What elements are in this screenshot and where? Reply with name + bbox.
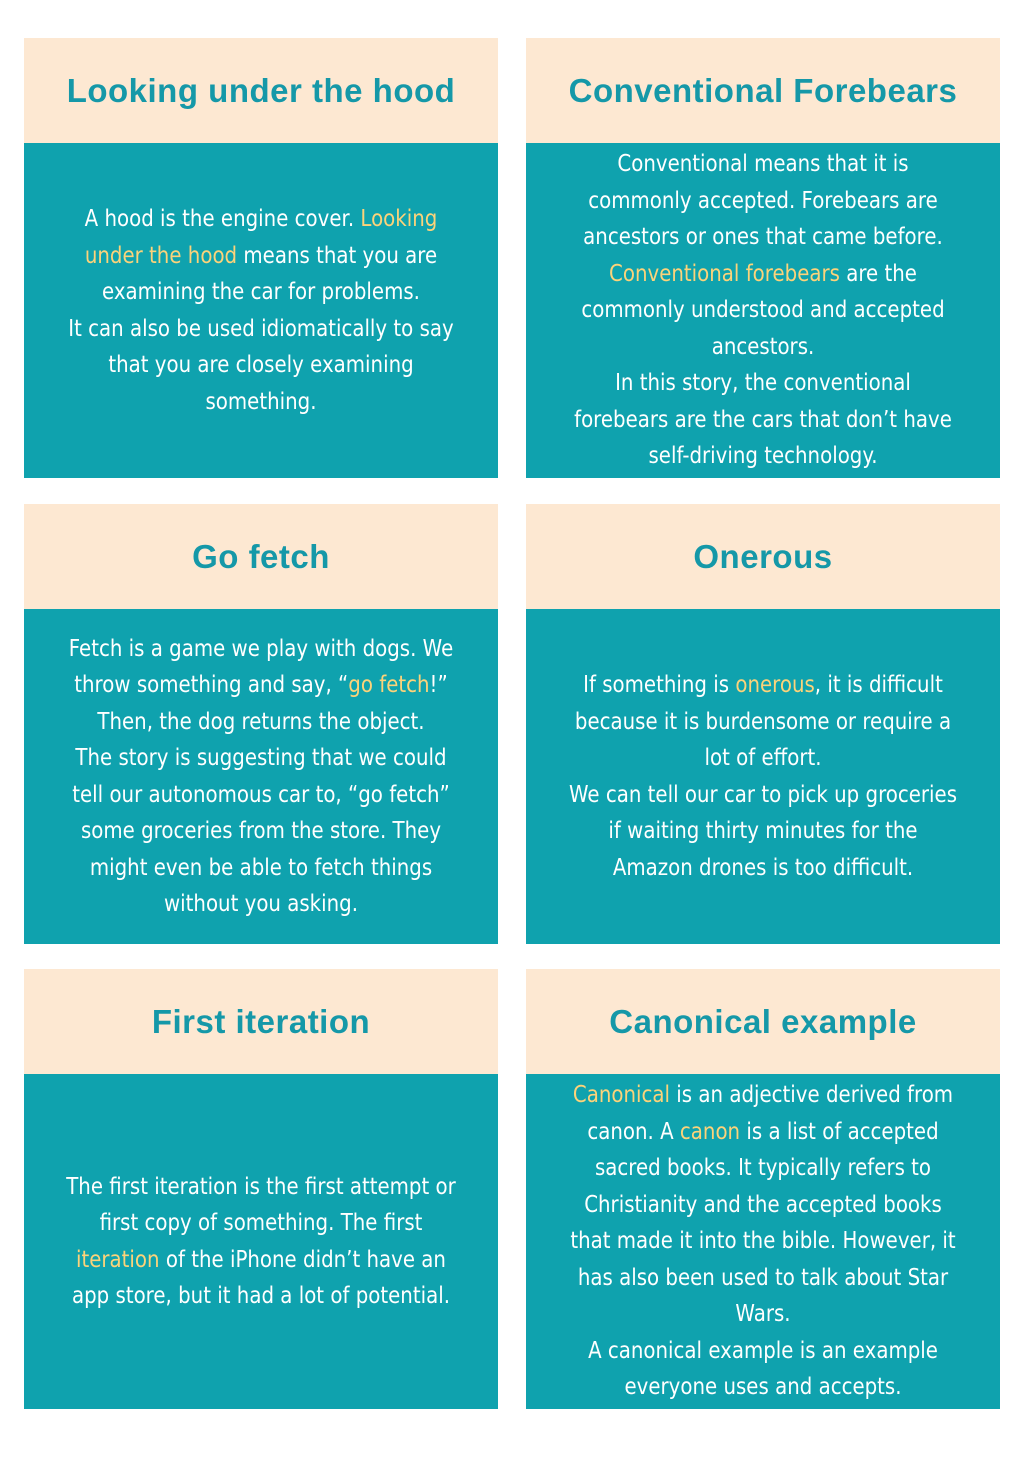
vocab-card-onerous <box>526 504 1000 944</box>
highlighted-term: Looking under the hood <box>84 206 438 269</box>
card-definition <box>66 1169 456 1315</box>
definition-text: The story is suggesting that we could tell our autonomous car to, “go fetch” some groceries from the store. They might even be able to fetch things without you asking. <box>72 745 450 917</box>
definition-text: Fetch is a game we play with dogs. We throw something and say, “ <box>68 635 454 698</box>
card-definition <box>568 667 958 886</box>
card-definition <box>66 201 456 420</box>
card-definition <box>66 631 456 923</box>
vocab-card-conventional-forebears <box>526 38 1000 478</box>
card-title: Onerous <box>526 504 1000 609</box>
definition-text: In this story, the conventional forebears are the cars that don’t have self-driving technology. <box>574 370 952 470</box>
definition-text: of the iPhone didn’t have an app store, but it had a lot of potential. <box>72 1246 450 1309</box>
card-definition <box>568 1077 958 1406</box>
card-title: First iteration <box>24 969 498 1074</box>
highlighted-term: Conventional forebears <box>609 260 840 287</box>
highlighted-term: Canonical <box>572 1082 671 1109</box>
card-title: Looking under the hood <box>24 38 498 143</box>
card-body <box>526 143 1000 478</box>
definition-text: !” Then, the dog returns the object. <box>97 672 448 735</box>
definition-text: is a list of accepted sacred books. It typically refers to Christianity and the accepted books that made it into the bible. However, it has also been used to talk about Star Wars. <box>570 1118 956 1328</box>
definition-text: We can tell our car to pick up groceries if waiting thirty minutes for the Amazon drones is too difficult. <box>568 781 958 881</box>
card-definition <box>568 146 958 475</box>
vocab-card-go-fetch <box>24 504 498 944</box>
definition-text: Conventional means that it is commonly accepted. Forebears are ancestors or ones that came before. <box>583 151 943 251</box>
highlighted-term: canon <box>679 1118 741 1145</box>
card-body <box>24 609 498 944</box>
card-body <box>526 1074 1000 1409</box>
definition-text: means that you are examining the car for problems. <box>102 242 438 305</box>
definition-text: , it is difficult because it is burdensome or require a lot of effort. <box>574 672 952 771</box>
highlighted-term: iteration <box>76 1246 160 1273</box>
card-body <box>24 1074 498 1409</box>
card-title: Conventional Forebears <box>526 38 1000 143</box>
definition-text: It can also be used idiomatically to say that you are closely examining something. <box>68 315 454 415</box>
definition-text: is an adjective derived from canon. A <box>587 1082 954 1145</box>
definition-text: If something is <box>583 672 736 698</box>
definition-text: A canonical example is an example everyone uses and accepts. <box>588 1337 938 1401</box>
vocab-card-first-iteration <box>24 969 498 1409</box>
definition-text: A hood is the engine cover. <box>84 206 361 232</box>
highlighted-term: go fetch <box>348 672 430 698</box>
card-title: Go fetch <box>24 504 498 609</box>
card-title: Canonical example <box>526 969 1000 1074</box>
definition-text: The first iteration is the first attempt or first copy of something. The first <box>66 1173 456 1236</box>
definition-text: are the commonly understood and accepted ancestors. <box>581 260 945 360</box>
highlighted-term: onerous <box>735 672 815 698</box>
card-body <box>526 609 1000 944</box>
vocab-card-canonical-example <box>526 969 1000 1409</box>
vocab-card-looking-under-the-hood <box>24 38 498 478</box>
card-body <box>24 143 498 478</box>
